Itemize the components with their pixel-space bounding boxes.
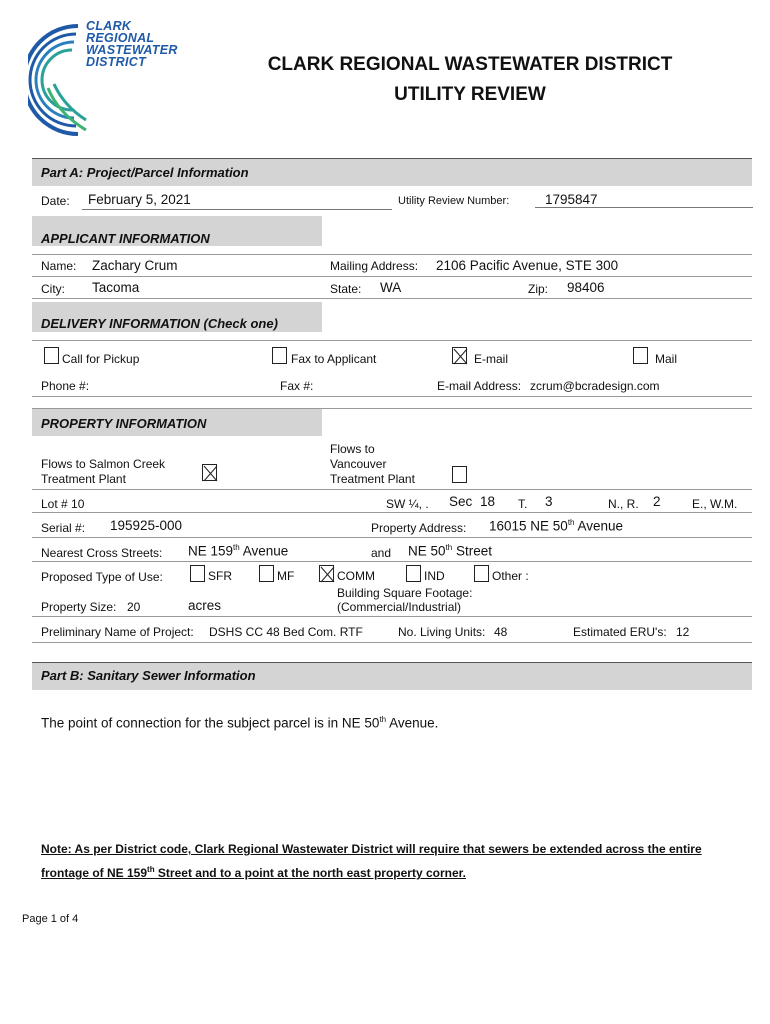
serial-field[interactable]: 195925-000	[110, 518, 183, 533]
name-label: Name:	[41, 259, 77, 273]
connection-sup: th	[379, 715, 387, 724]
checkbox-mf[interactable]	[259, 565, 274, 582]
flows-vancouver-label: Flows to	[330, 442, 375, 456]
cross-sup: th	[445, 543, 453, 552]
prelim-label: Preliminary Name of Project:	[41, 625, 194, 639]
logo-arcs-icon	[28, 18, 88, 143]
cross2-field[interactable]	[408, 543, 492, 559]
fax-label: Fax #:	[280, 379, 314, 393]
zip-field[interactable]: 98406	[567, 280, 605, 295]
property-heading: PROPERTY INFORMATION	[41, 416, 207, 431]
divider	[32, 276, 752, 277]
lot-label: Lot # 10	[41, 497, 85, 511]
checkbox-mail[interactable]	[633, 347, 648, 364]
size-field[interactable]: 20	[127, 600, 141, 614]
cross1-field[interactable]	[188, 543, 288, 559]
logo-line: WASTEWATER	[86, 43, 178, 57]
checkbox-email[interactable]	[452, 347, 467, 364]
flows-salmon-label: Flows to Salmon Creek	[41, 457, 166, 471]
email-field[interactable]: zcrum@bcradesign.com	[530, 379, 660, 393]
bsf-label: Building Square Footage:	[337, 586, 473, 600]
cross-text: Street	[452, 543, 492, 559]
divider	[32, 561, 752, 562]
name-field[interactable]: Zachary Crum	[92, 258, 178, 273]
t-field[interactable]: 3	[545, 494, 553, 509]
propaddr-label: Property Address:	[371, 521, 467, 535]
propaddr-text: Avenue	[574, 518, 624, 534]
sec-label: Sec	[449, 494, 473, 509]
divider	[32, 642, 752, 643]
checkbox-call-for-pickup[interactable]	[44, 347, 59, 364]
urn-underline	[535, 207, 753, 208]
divider	[32, 396, 752, 397]
mailing-label: Mailing Address:	[330, 259, 419, 273]
flows-vancouver-label: Treatment Plant	[330, 472, 415, 486]
use-option-label: SFR	[208, 569, 232, 583]
state-label: State:	[330, 282, 362, 296]
checkmark-x-icon	[453, 348, 468, 365]
flows-vancouver-label: Vancouver	[330, 457, 387, 471]
urn-field[interactable]: 1795847	[545, 192, 598, 207]
divider	[32, 537, 752, 538]
flows-salmon-label: Treatment Plant	[41, 472, 126, 486]
propaddr-sup: th	[567, 518, 575, 527]
mailing-field[interactable]: 2106 Pacific Avenue, STE 300	[436, 258, 619, 273]
phone-label: Phone #:	[41, 379, 90, 393]
city-field[interactable]: Tacoma	[92, 280, 140, 295]
option-label: Call for Pickup	[62, 352, 140, 366]
propaddr-text: 16015 NE 50	[489, 518, 568, 534]
prelim-field[interactable]: DSHS CC 48 Bed Com. RTF	[209, 625, 363, 639]
bsf-label: (Commercial/Industrial)	[337, 600, 462, 614]
size-unit: acres	[188, 598, 222, 613]
cross-sup: th	[233, 543, 240, 552]
city-label: City:	[41, 282, 65, 296]
living-field[interactable]: 48	[494, 625, 508, 639]
checkbox-other[interactable]	[474, 565, 489, 582]
date-field[interactable]: February 5, 2021	[88, 192, 191, 207]
divider	[32, 662, 752, 663]
cross-text: NE 159	[188, 543, 234, 559]
note-sup: th	[147, 865, 155, 874]
part-b-heading: Part B: Sanitary Sewer Information	[41, 668, 256, 683]
date-underline	[82, 209, 392, 210]
applicant-heading: APPLICANT INFORMATION	[41, 231, 210, 246]
page-number: Page 1 of 4	[22, 913, 79, 925]
t-label: T.	[518, 497, 528, 511]
eru-label: Estimated ERU's:	[573, 625, 667, 639]
zip-label: Zip:	[528, 282, 549, 296]
propaddr-field[interactable]	[489, 518, 623, 534]
divider	[32, 512, 752, 513]
date-label: Date:	[41, 194, 70, 208]
divider	[32, 616, 752, 617]
divider	[32, 489, 752, 490]
checkmark-x-icon	[320, 566, 335, 583]
use-label: Proposed Type of Use:	[41, 570, 163, 584]
connection-text-part: The point of connection for the subject parcel is in NE 50	[41, 715, 380, 731]
checkmark-x-icon	[203, 465, 218, 482]
checkbox-sfr[interactable]	[190, 565, 205, 582]
size-label: Property Size:	[41, 600, 117, 614]
checkbox-salmon-creek[interactable]	[202, 464, 217, 481]
logo-line: REGIONAL	[86, 31, 155, 45]
use-option-label: IND	[424, 569, 445, 583]
connection-text-part: Avenue.	[386, 715, 439, 731]
checkbox-ind[interactable]	[406, 565, 421, 582]
divider	[32, 340, 752, 341]
divider	[32, 254, 752, 255]
r-field[interactable]: 2	[653, 494, 661, 509]
option-label: E-mail	[474, 352, 509, 366]
divider	[32, 298, 752, 299]
email-label: E-mail Address:	[437, 379, 522, 393]
cross-label: Nearest Cross Streets:	[41, 546, 163, 560]
part-a-heading: Part A: Project/Parcel Information	[41, 165, 249, 180]
serial-label: Serial #:	[41, 521, 86, 535]
state-field[interactable]: WA	[380, 280, 402, 295]
living-label: No. Living Units:	[398, 625, 486, 639]
page-subtitle: UTILITY REVIEW	[394, 84, 546, 105]
use-option-label: MF	[277, 569, 295, 583]
use-option-label: Other :	[492, 569, 529, 583]
sw-label: SW ¼, .	[386, 497, 429, 511]
divider	[32, 408, 752, 409]
cross-text: NE 50	[408, 543, 446, 559]
use-option-label: COMM	[337, 569, 375, 583]
sec-field[interactable]: 18	[480, 494, 496, 509]
note-text: frontage of NE 159	[41, 866, 148, 880]
nr-label: N., R.	[608, 497, 639, 511]
logo-line: DISTRICT	[86, 55, 147, 69]
option-label: Mail	[655, 352, 678, 366]
checkbox-fax-to-applicant[interactable]	[272, 347, 287, 364]
district-note: Note: As per District code, Clark Regional Wastewater District will require that sewers be extended across the entire	[41, 842, 702, 856]
and-label: and	[371, 546, 392, 560]
district-logo	[28, 18, 188, 143]
page-title: CLARK REGIONAL WASTEWATER DISTRICT	[267, 54, 673, 75]
option-label: Fax to Applicant	[291, 352, 377, 366]
checkbox-comm[interactable]	[319, 565, 334, 582]
checkbox-vancouver[interactable]	[452, 466, 467, 483]
ewm-label: E., W.M.	[692, 497, 738, 511]
district-note	[41, 865, 466, 880]
urn-label: Utility Review Number:	[398, 195, 510, 207]
note-text: Street and to a point at the north east property corner.	[154, 866, 466, 880]
cross-text: Avenue	[239, 543, 289, 559]
divider	[32, 158, 752, 159]
eru-field[interactable]: 12	[676, 625, 690, 639]
logo-line: CLARK	[86, 19, 132, 33]
delivery-heading: DELIVERY INFORMATION (Check one)	[41, 316, 278, 331]
connection-text	[41, 715, 438, 731]
